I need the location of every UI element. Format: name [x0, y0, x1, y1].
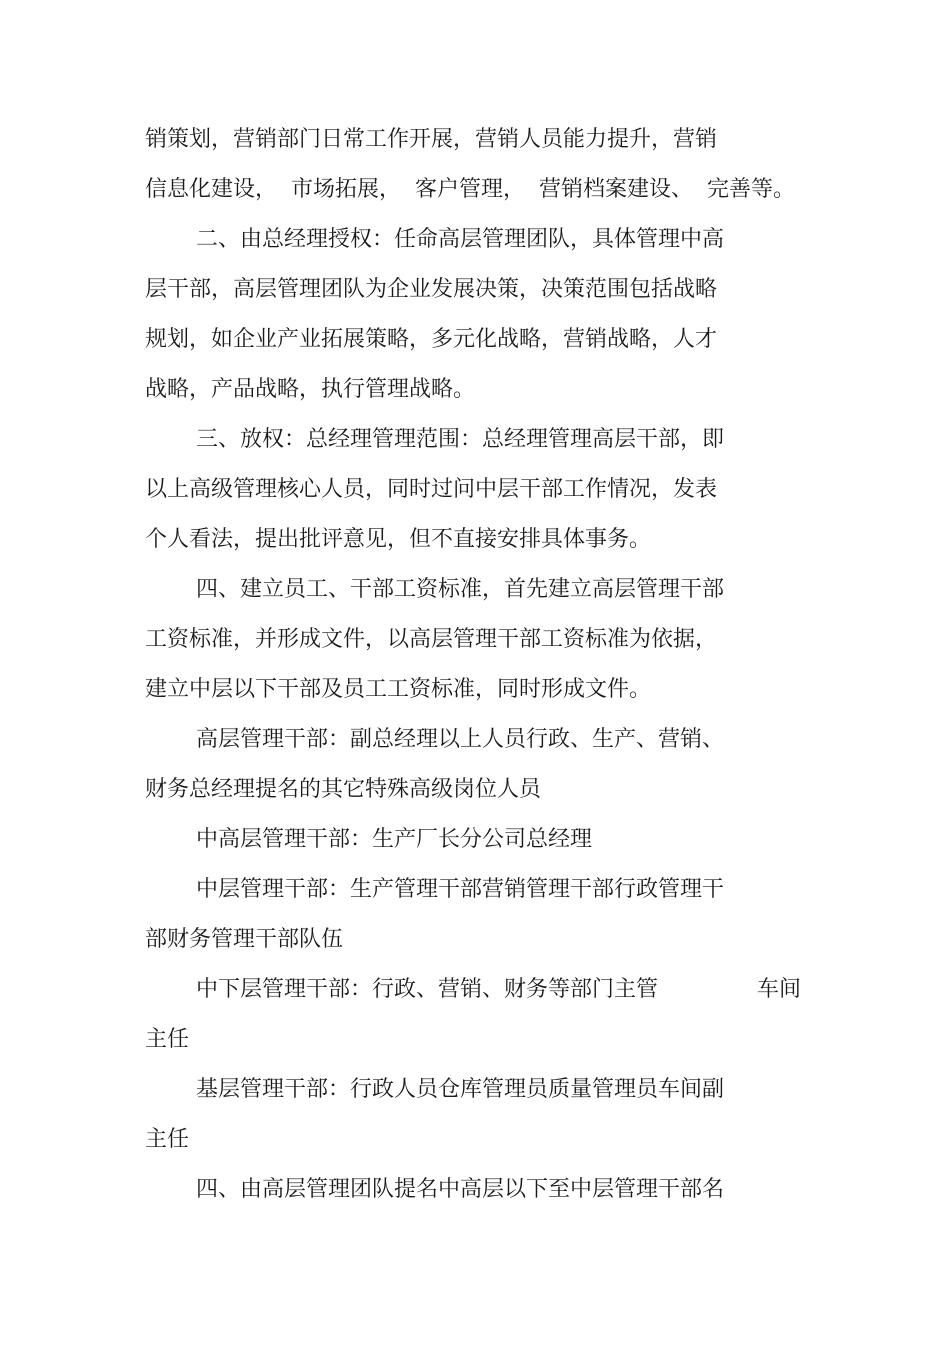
lower-middle-cadre-definition: 中下层管理干部：行政、营销、财务等部门主管	[196, 977, 659, 1002]
text-line: 层干部，高层管理团队为企业发展决策，决策范围包括战略	[145, 277, 718, 302]
text-line: 以上高级管理核心人员，同时过问中层干部工作情况，发表	[145, 477, 718, 502]
text-line-tail: 车间	[757, 977, 802, 1002]
text-line: 规划，如企业产业拓展策略，多元化战略，营销战略，人才	[145, 327, 718, 352]
paragraph-3-start: 三、放权：总经理管理范围：总经理管理高层干部，即	[196, 427, 725, 452]
text-line: 部财务管理干部队伍	[145, 927, 344, 952]
basic-cadre-definition: 基层管理干部：行政人员仓库管理员质量管理员车间副	[196, 1077, 725, 1102]
paragraph-4-start: 四、建立员工、干部工资标准，首先建立高层管理干部	[196, 577, 725, 602]
text-line: 主任	[145, 1127, 190, 1152]
text-line: 工资标准，并形成文件，以高层管理干部工资标准为依据，	[145, 627, 718, 652]
paragraph-5-start: 四、由高层管理团队提名中高层以下至中层管理干部名	[196, 1177, 725, 1202]
paragraph-2-start: 二、由总经理授权：任命高层管理团队，具体管理中高	[196, 227, 725, 252]
senior-cadre-definition: 高层管理干部：副总经理以上人员行政、生产、营销、	[196, 727, 725, 752]
text-line: 建立中层以下干部及员工工资标准，同时形成文件。	[145, 677, 652, 702]
upper-middle-cadre-definition: 中高层管理干部：生产厂长分公司总经理	[196, 827, 593, 852]
middle-cadre-definition: 中层管理干部：生产管理干部营销管理干部行政管理干	[196, 877, 725, 902]
text-line: 主任	[145, 1027, 190, 1052]
text-line: 战略，产品战略，执行管理战略。	[145, 377, 476, 402]
text-line: 信息化建设， 市场拓展， 客户管理， 营销档案建设、 完善等。	[145, 177, 795, 202]
text-line: 个人看法，提出批评意见，但不直接安排具体事务。	[145, 527, 652, 552]
text-line: 财务总经理提名的其它特殊高级岗位人员	[145, 777, 542, 802]
text-line: 销策划，营销部门日常工作开展，营销人员能力提升，营销	[145, 127, 718, 152]
